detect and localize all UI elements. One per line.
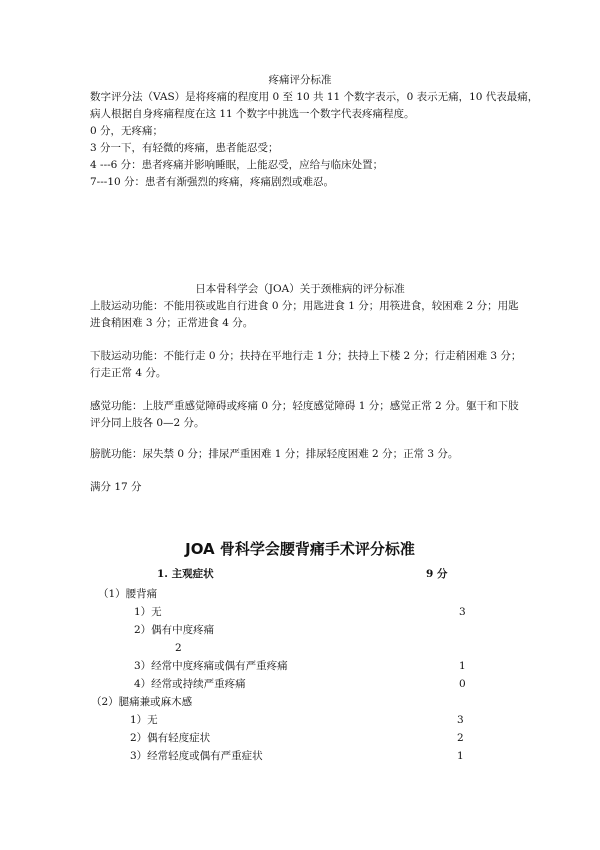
joa-neck-title: 日本骨科学会（JOA）关于颈椎病的评分标准: [195, 283, 405, 295]
vas-item-1: 3 分一下，有轻微的疼痛，患者能忍受；: [90, 142, 279, 154]
group-heading-leg-pain: （2）腿痛兼或麻木感: [91, 696, 193, 708]
upper-limb-line2: 进食稍困难 3 分；正常进食 4 分。: [90, 317, 254, 329]
list-item-score: 0: [459, 678, 466, 690]
section-score: 9 分: [426, 568, 448, 580]
vas-description-line1: 数字评分法（VAS）是将疼痛的程度用 0 至 10 共 11 个数字表示，0 表示无痛，10 代表最痛，: [90, 91, 539, 103]
group-heading-back-pain: （1）腰背痛: [98, 588, 158, 600]
list-item-score: 3: [457, 714, 464, 726]
lower-limb-line2: 行走正常 4 分。: [90, 367, 167, 379]
list-item-score: 3: [459, 606, 466, 618]
total-score: 满分 17 分: [90, 481, 142, 493]
list-item-score: 1: [457, 750, 464, 762]
list-item-score: 2: [175, 642, 182, 654]
vas-title: 疼痛评分标准: [268, 74, 332, 86]
vas-item-2: 4 ---6 分：患者疼痛并影响睡眠，上能忍受，应给与临床处置；: [90, 159, 384, 171]
bladder-function: 膀胱功能：尿失禁 0 分；排尿严重困难 1 分；排尿轻度困难 2 分；正常 3 分。: [90, 448, 459, 460]
joa-back-title: JOA 骨科学会腰背痛手术评分标准: [185, 540, 415, 558]
sensory-line2: 评分同上肢各 0—2 分。: [90, 417, 205, 429]
list-item: 2）偶有轻度症状: [130, 732, 211, 744]
list-item: 1）无: [130, 714, 158, 726]
list-item: 1）无: [134, 606, 162, 618]
list-item: 2）偶有中度疼痛: [134, 624, 215, 636]
section-label: 1. 主观症状: [157, 568, 214, 580]
vas-description-line2: 病人根据自身疼痛程度在这 11 个数字中挑选一个数字代表疼痛程度。: [90, 108, 415, 120]
list-item-score: 2: [457, 732, 464, 744]
sensory-line1: 感觉功能：上肢严重感觉障碍或疼痛 0 分；轻度感觉障碍 1 分；感觉正常 2 分。躯干和下肢: [90, 400, 519, 412]
vas-item-0: 0 分，无疼痛；: [90, 125, 164, 137]
list-item: 3）经常轻度或偶有严重症状: [130, 750, 263, 762]
list-item: 3）经常中度疼痛或偶有严重疼痛: [134, 660, 288, 672]
lower-limb-line1: 下肢运动功能：不能行走 0 分；扶持在平地行走 1 分；扶持上下楼 2 分；行走稍困难 3 分；: [90, 350, 522, 362]
vas-item-3: 7---10 分：患者有渐强烈的疼痛，疼痛剧烈或难忍。: [90, 176, 335, 188]
list-item: 4）经常或持续严重疼痛: [134, 678, 246, 690]
upper-limb-line1: 上肢运动功能：不能用筷或匙自行进食 0 分；用匙进食 1 分；用筷进食，较困难 2 分；用匙: [90, 300, 519, 312]
list-item-score: 1: [459, 660, 466, 672]
